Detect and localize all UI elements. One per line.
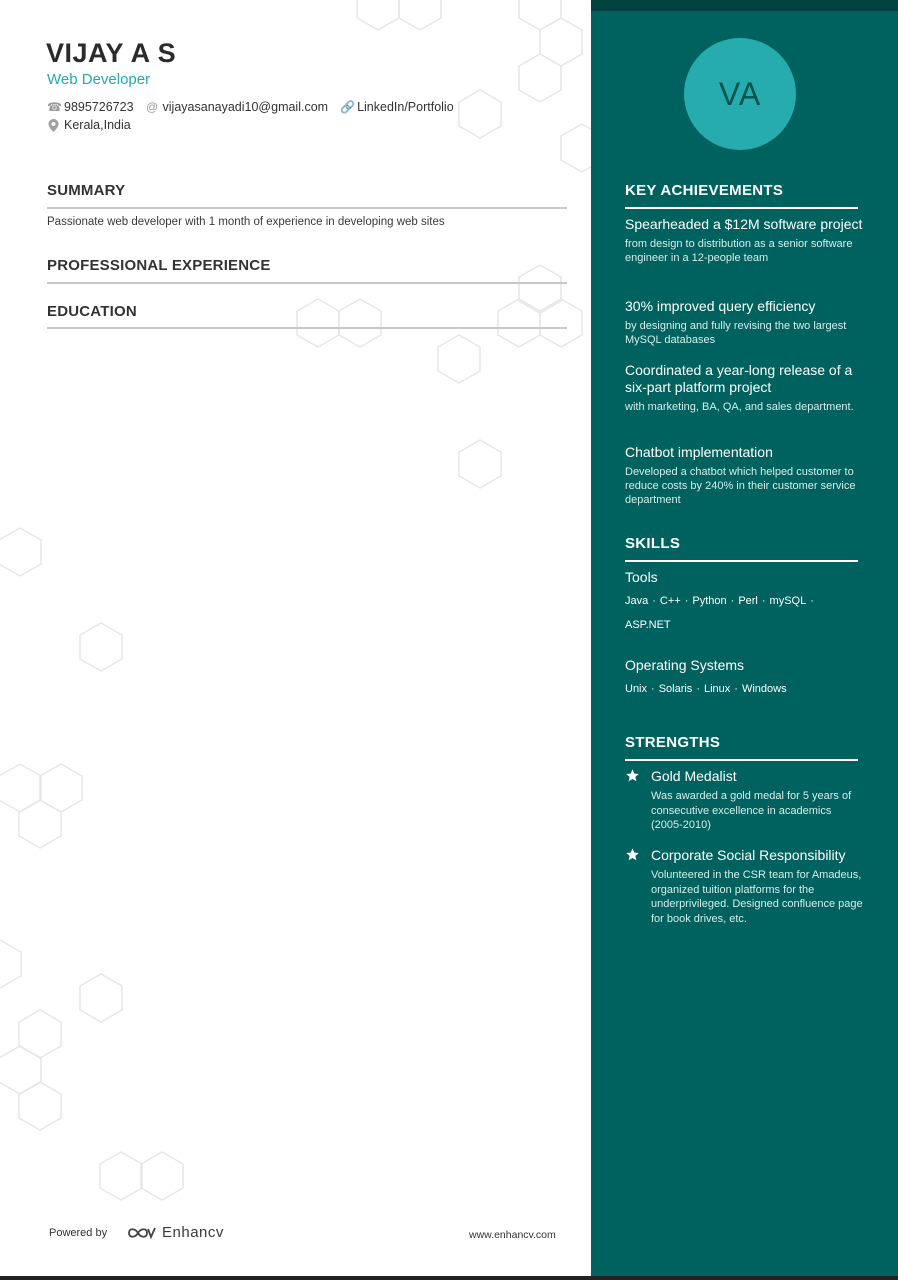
email-text: vijayasanayadi10@gmail.com xyxy=(162,100,329,114)
summary-divider xyxy=(47,207,567,209)
location-row xyxy=(47,118,143,132)
tools-list-cont xyxy=(625,619,671,631)
star-icon xyxy=(625,847,640,862)
email-item[interactable] xyxy=(146,100,329,114)
separator-dot: · xyxy=(696,683,700,695)
summary-title: SUMMARY xyxy=(47,182,126,199)
phone-icon: ☎ xyxy=(47,100,62,114)
enhancv-brand-text: Enhancv xyxy=(162,1224,224,1241)
strength-title: Gold Medalist xyxy=(651,768,737,784)
at-icon: @ xyxy=(145,100,159,114)
bottom-bar xyxy=(0,1276,898,1280)
os-list xyxy=(625,683,787,695)
skill-tag: ASP.NET xyxy=(625,619,671,631)
skills-title: SKILLS xyxy=(625,535,681,552)
separator-dot: · xyxy=(810,595,814,607)
job-title: Web Developer xyxy=(47,71,151,88)
skill-tag: Solaris xyxy=(658,683,693,695)
strength-desc: Volunteered in the CSR team for Amadeus, organized tuition platforms for the underprivileged. Designed confluence page for book drives, etc. xyxy=(651,869,863,925)
skill-tag: C++ xyxy=(659,595,681,607)
location-text: Kerala,India xyxy=(64,118,131,132)
skill-tag: Python xyxy=(692,595,727,607)
skill-tag: Perl xyxy=(738,595,758,607)
achievement-desc: by designing and fully revising the two largest MySQL databases xyxy=(625,320,847,346)
star-icon xyxy=(625,768,640,783)
strength-item xyxy=(625,847,865,926)
skill-tag: mySQL xyxy=(769,595,807,607)
achievement-title: Chatbot implementation xyxy=(625,444,773,460)
strength-body xyxy=(651,847,865,926)
separator-dot: · xyxy=(651,683,655,695)
tools-list xyxy=(625,595,818,607)
enhancv-logo-icon xyxy=(126,1225,156,1241)
strengths-divider xyxy=(625,759,858,761)
powered-by-label: Powered by xyxy=(49,1227,108,1239)
skill-tag: Java xyxy=(625,595,649,607)
location-pin-icon xyxy=(47,119,60,132)
experience-divider xyxy=(47,282,567,284)
sidebar-top-band xyxy=(591,0,898,11)
strengths-title: STRENGTHS xyxy=(625,734,721,751)
separator-dot: · xyxy=(684,595,689,607)
contact-row xyxy=(47,100,466,114)
separator-dot: · xyxy=(730,595,735,607)
strength-title: Corporate Social Responsibility xyxy=(651,847,846,863)
separator-dot: · xyxy=(652,595,656,607)
skill-category-os: Operating Systems xyxy=(625,657,745,673)
avatar: VA xyxy=(684,38,796,150)
achievements-divider xyxy=(625,207,858,209)
link-item[interactable] xyxy=(340,100,454,114)
achievement-item xyxy=(625,362,865,414)
strength-desc: Was awarded a gold medal for 5 years of consecutive excellence in academics (2005-2010) xyxy=(651,790,852,831)
phone-item xyxy=(47,100,134,114)
summary-text: Passionate web developer with 1 month of experience in developing web sites xyxy=(47,216,445,228)
strength-body xyxy=(651,768,865,833)
location-item xyxy=(47,118,131,132)
link-icon: 🔗 xyxy=(340,100,356,114)
achievement-item xyxy=(625,216,865,265)
achievements-title: KEY ACHIEVEMENTS xyxy=(625,182,784,199)
achievement-desc: with marketing, BA, QA, and sales department. xyxy=(625,401,854,413)
achievement-title: Coordinated a year-long release of a six-part platform project xyxy=(625,362,853,395)
strength-item xyxy=(625,768,865,833)
skill-tag: Windows xyxy=(741,683,787,695)
achievement-title: Spearheaded a $12M software project xyxy=(625,216,863,232)
phone-text: 9895726723 xyxy=(64,100,134,114)
skill-category-tools: Tools xyxy=(625,569,658,585)
achievement-item xyxy=(625,298,865,347)
achievement-title: 30% improved query efficiency xyxy=(625,298,816,314)
link-text: LinkedIn/Portfolio xyxy=(357,100,454,114)
separator-dot: · xyxy=(761,595,766,607)
skill-tag: Unix xyxy=(625,683,648,695)
education-title: EDUCATION xyxy=(47,303,137,320)
experience-title: PROFESSIONAL EXPERIENCE xyxy=(47,257,271,274)
achievement-desc: Developed a chatbot which helped customer to reduce costs by 240% in their customer service department xyxy=(625,466,856,506)
skills-divider xyxy=(625,560,858,562)
separator-dot: · xyxy=(734,683,738,695)
footer-url[interactable]: www.enhancv.com xyxy=(469,1229,556,1241)
skill-tag: Linux xyxy=(703,683,731,695)
education-divider xyxy=(47,327,567,329)
candidate-name: VIJAY A S xyxy=(46,38,177,68)
achievement-item xyxy=(625,444,865,507)
achievement-desc: from design to distribution as a senior software engineer in a 12-people team xyxy=(625,238,853,264)
sidebar xyxy=(591,0,898,1276)
enhancv-logo[interactable] xyxy=(126,1224,224,1241)
